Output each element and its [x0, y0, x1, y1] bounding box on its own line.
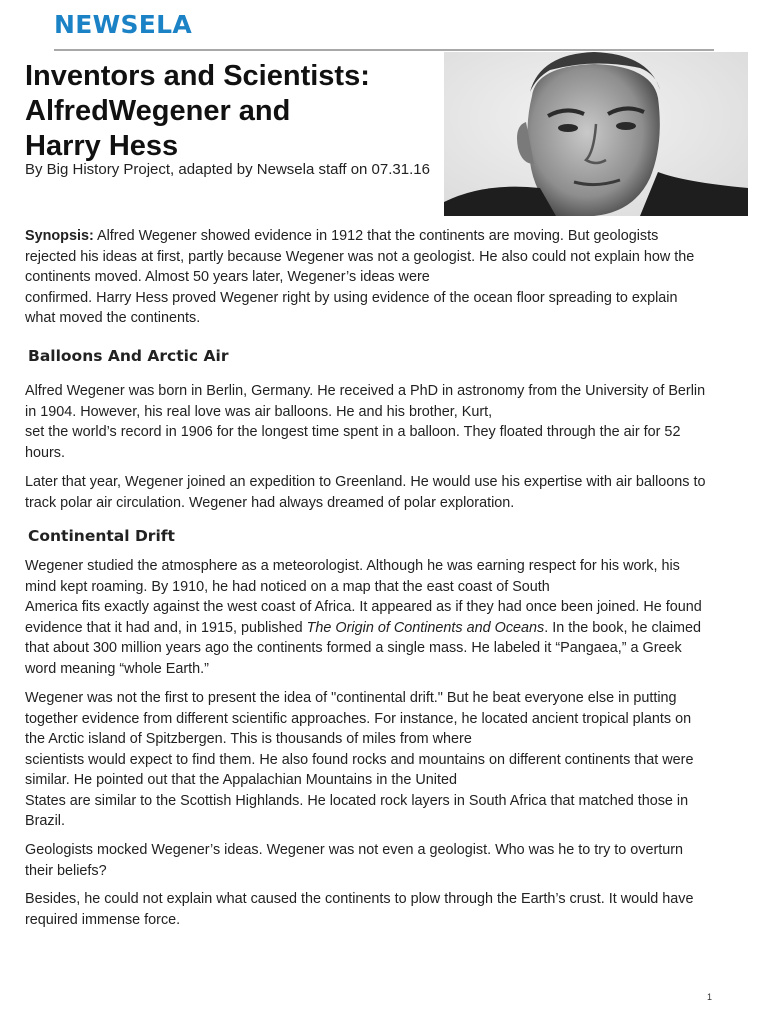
text-line: set the world’s record in 1906 for the longest time spent in a balloon. They floated through the air for 52	[25, 424, 681, 440]
text-line: Geologists mocked Wegener’s ideas. Wegener was not even a geologist. Who was he to try to overturn	[25, 842, 684, 858]
portrait-photo	[444, 52, 748, 216]
text-line: Wegener was not the first to present the idea of "continental drift." But he beat everyone else in putting	[25, 690, 677, 706]
title-line: Harry Hess	[25, 130, 179, 162]
text-line: scientists would expect to find them. He also found rocks and mountains on different continents that were	[25, 751, 694, 768]
text-line: in 1904. However, his real love was air balloons. He and his brother, Kurt,	[25, 403, 493, 420]
text-line: together evidence from different scientific approaches. For instance, he located ancient tropical plants on	[25, 710, 692, 727]
text-line: the Arctic island of Spitzbergen. This is thousands of miles from where	[25, 731, 472, 747]
text-line: hours.	[25, 444, 65, 461]
text-line: that about 300 million years ago the continents formed a single mass. He labeled it “Pangaea,” a Greek	[25, 640, 682, 656]
synopsis-text: confirmed. Harry Hess proved Wegener right by using evidence of the ocean floor spreading to explain	[25, 289, 678, 306]
text-line: Later that year, Wegener joined an expedition to Greenland. He would use his expertise with air balloons to	[25, 474, 706, 490]
synopsis-label: Synopsis:	[25, 228, 94, 244]
header-divider	[54, 49, 714, 51]
book-title: The Origin of Continents and Oceans	[306, 619, 545, 636]
text-line: their beliefs?	[25, 862, 107, 879]
section-heading: Balloons And Arctic Air	[28, 347, 229, 365]
body-paragraph	[25, 688, 745, 832]
synopsis-text: what moved the continents.	[25, 310, 201, 326]
text-line: required immense force.	[25, 911, 181, 928]
text-line: Alfred Wegener was born in Berlin, Germany. He received a PhD in astronomy from the University of Berlin	[25, 383, 706, 399]
text-line: word meaning “whole Earth.”	[25, 660, 209, 677]
page-number: 1	[707, 992, 713, 1002]
synopsis-paragraph	[25, 226, 745, 329]
body-paragraph	[25, 381, 745, 463]
article-byline: By Big History Project, adapted by Newsela staff on 07.31.16	[25, 161, 430, 178]
text-line: States are similar to the Scottish Highlands. He located rock layers in South Africa that matched those in	[25, 792, 689, 809]
text-line: . In the book, he claimed	[544, 619, 702, 636]
text-line: evidence that it had and, in 1915, published	[25, 619, 307, 636]
text-line: track polar air circulation. Wegener had always dreamed of polar exploration.	[25, 494, 515, 511]
text-line: Wegener studied the atmosphere as a meteorologist. Although he was earning respect for his work, his	[25, 558, 680, 574]
newsela-logo[interactable]: NEWSELA	[54, 10, 193, 39]
section-heading: Continental Drift	[28, 527, 175, 545]
title-line: Inventors and Scientists:	[25, 60, 370, 92]
title-line: AlfredWegener and	[25, 95, 291, 127]
article-title	[25, 59, 435, 164]
body-paragraph	[25, 889, 745, 930]
text-line: mind kept roaming. By 1910, he had noticed on a map that the east coast of South	[25, 578, 550, 595]
text-line: Besides, he could not explain what caused the continents to plow through the Earth’s crust. It would have	[25, 891, 694, 907]
portrait-illustration	[444, 52, 748, 216]
body-paragraph	[25, 556, 745, 679]
text-line: similar. He pointed out that the Appalachian Mountains in the United	[25, 772, 457, 788]
synopsis-text: rejected his ideas at first, partly because Wegener was not a geologist. He also could not explain how the	[25, 248, 695, 265]
body-paragraph	[25, 840, 745, 881]
text-line: Brazil.	[25, 813, 65, 829]
text-line: America fits exactly against the west coast of Africa. It appeared as if they had once been joined. He found	[25, 599, 702, 615]
body-paragraph	[25, 472, 745, 513]
synopsis-text: Alfred Wegener showed evidence in 1912 that the continents are moving. But geologists	[93, 228, 659, 244]
synopsis-text: continents moved. Almost 50 years later, Wegener’s ideas were	[25, 269, 430, 285]
